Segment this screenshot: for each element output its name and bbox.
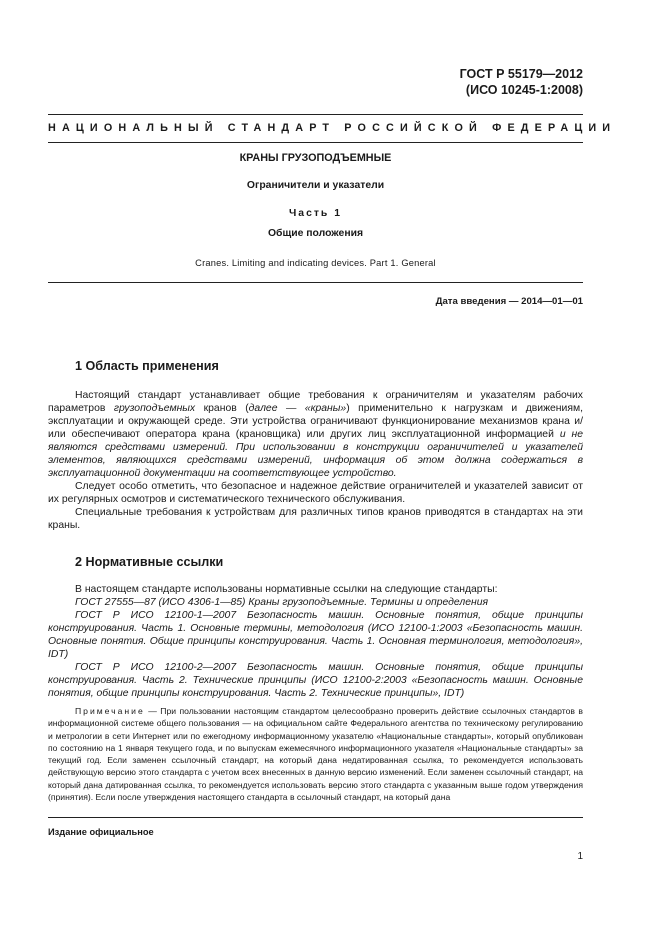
p1-text-e: ) применительно к нагрузкам и движениям, эксплуатации и окружающей среде. Эти устройства ограничивают функционирование механизмов крана и/или обеспечивают оператора крана (крановщика) или других лиц эксплуатационной информацией [48, 403, 584, 440]
note-label: Примечание [75, 706, 145, 716]
p1-text-d: далее — «краны» [248, 403, 347, 414]
p1-text-f: и не являются средствами измерений. При использовании в конструкции ограничителей и указателей элементов, являющихся средствами измерений, информация об этом должна содержаться в эксплуатационной документации на соответствующее устройство. [48, 429, 583, 479]
p1-text-b: грузоподъемных [113, 403, 196, 414]
subtitle: Ограничители и указатели [246, 180, 385, 191]
section-1-heading: 1 Область применения [75, 359, 219, 373]
title-rule [48, 282, 583, 283]
section-2-heading: 2 Нормативные ссылки [75, 555, 224, 569]
header-rule [48, 114, 583, 115]
section-1-body [48, 389, 583, 532]
section-1-paragraph-2: Следует особо отметить, что безопасное и надежное действие ограничителей и указателей зависит от их регулярных осмотров и систематического технического обслуживания. [48, 481, 583, 505]
main-title: КРАНЫ ГРУЗОПОДЪЕМНЫЕ [239, 152, 392, 164]
standard-type: НАЦИОНАЛЬНЫЙ СТАНДАРТ РОССИЙСКОЙ ФЕДЕРАЦИИ [48, 122, 617, 134]
part-number: Часть 1 [288, 208, 342, 219]
note-paragraph [48, 705, 583, 803]
p1-text-a: Настоящий стандарт устанавливает общие требования к ограничителям и указателям рабочих параметров [48, 390, 583, 414]
section-2-body [48, 583, 583, 700]
edition-label: Издание официальное [48, 827, 154, 837]
note-text: — При пользовании настоящим стандартом целесообразно проверить действие ссылочных стандартов в информационной системе общего пользования — на официальном сайте Федерального агентства по техническому регулированию и метрологии в сети Интернет или по ежегодному информационному указателю «Национальные стандарты», который опубликован по состоянию на 1 января текущего года, и по выпускам ежемесячного информационного указателя «Национальные стандарты» за текущий год. Если заменен ссылочный стандарт, на который дана недатированная ссылка, то рекомендуется использовать действующую версию этого стандарта с учетом всех внесенных в данную версию изменений. Если заменен ссылочный стандарт, на который дана датированная ссылка, то рекомендуется использовать версию этого стандарта с указанным выше годом утверждения (принятия). Если после утверждения настоящего стандарта в ссылочный стандарт, на который дана [48, 706, 583, 803]
reference-gost-iso-12100-2: ГОСТ Р ИСО 12100-2—2007 Безопасность машин. Основные понятия, общие принципы конструирования. Часть 2. Технические принципы (ИСО 12100-2:2003 «Безопасность машин. Основные понятия, общие принципы конструирования. Часть 2. Технические принципы», IDT) [48, 662, 583, 699]
part-title: Общие положения [267, 228, 364, 239]
footer-rule [48, 817, 583, 818]
designation-iso: (ИСО 10245-1:2008) [465, 83, 583, 97]
section-1-paragraph-1 [48, 389, 583, 480]
reference-gost-iso-12100-1: ГОСТ Р ИСО 12100-1—2007 Безопасность машин. Основные понятия, общие принципы конструирования. Часть 1. Основные термины, методология (ИСО 12100-1:2003 «Безопасность машин. Основные понятия. Общие принципы конструирования. Часть 1. Основная терминология, методология», IDT) [48, 610, 583, 660]
section-1-paragraph-3: Специальные требования к устройствам для различных типов кранов приводятся в стандартах на эти краны. [48, 507, 583, 531]
section-2-note [48, 705, 583, 803]
introduction-date: Дата введения — 2014—01—01 [435, 296, 583, 307]
page-number: 1 [577, 851, 583, 862]
standard-designation [330, 66, 583, 98]
p1-text-c: кранов ( [195, 403, 249, 414]
english-title: Cranes. Limiting and indicating devices. Part 1. General [195, 258, 436, 268]
reference-gost-27555: ГОСТ 27555—87 (ИСО 4306-1—85) Краны грузоподъемные. Термины и определения [75, 597, 489, 608]
standard-type-rule [48, 142, 583, 143]
section-2-intro: В настоящем стандарте использованы нормативные ссылки на следующие стандарты: [75, 584, 498, 595]
designation-gost: ГОСТ Р 55179—2012 [459, 67, 583, 81]
